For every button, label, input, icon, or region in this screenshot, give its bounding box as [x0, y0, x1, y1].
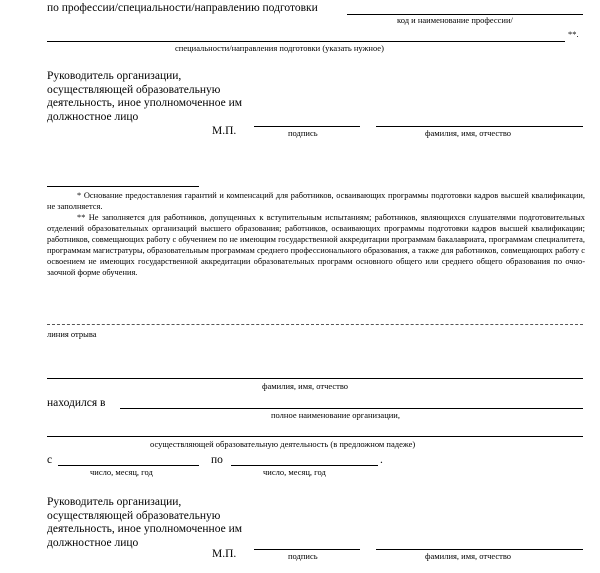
- signature-caption-2: подпись: [288, 551, 318, 561]
- profession-caption: код и наименование профессии/: [397, 15, 513, 25]
- date-from-field[interactable]: [58, 465, 199, 466]
- period-end-mark: .: [380, 454, 383, 466]
- date-to-label: по: [211, 454, 223, 466]
- footnote-double-star: ** Не заполняется для работников, допущенных к вступительным испытаниям; работников, являющихся слушателями подготовительных отделений образовательных организаций высшего образования; работников, осваивающих программы подготовки кадров высшей квалификации; работников, совмещающих работу с обучением по не имеющим государственной аккредитации программам бакалавриата, программам специалитета, программам магистратуры, образовательным программам среднего профессионального образования, а также для работников, совмещающих работу с освоением не имеющих государственной аккредитации образовательных программ основного общего или среднего общего образования по очно-заочной форме обучения.: [47, 213, 585, 277]
- profession-line: по профессии/специальности/направлению подготовки: [47, 2, 318, 14]
- signature-field-2[interactable]: [254, 549, 360, 550]
- fullname-caption: фамилия, имя, отчество: [262, 381, 349, 391]
- org-head-text-2: Руководитель организации, осуществляющей образовательную деятельность, иное уполномоченное им должностное лицо: [47, 496, 243, 549]
- name-caption-2: фамилия, имя, отчество: [425, 551, 512, 561]
- name-field-2[interactable]: [376, 549, 583, 550]
- date-from-caption: число, месяц, год: [90, 467, 153, 477]
- date-to-field[interactable]: [231, 465, 378, 466]
- tear-line-label: линия отрыва: [47, 329, 97, 339]
- org-head-text: Руководитель организации, осуществляющей образовательную деятельность, иное уполномоченное им должностное лицо: [47, 70, 243, 123]
- organization-field-continued[interactable]: [47, 436, 583, 437]
- specialty-caption: специальности/направления подготовки (указать нужное): [175, 43, 384, 53]
- date-to-caption: число, месяц, год: [263, 467, 326, 477]
- signature-field[interactable]: [254, 126, 360, 127]
- org-activity-caption: осуществляющей образовательную деятельность (в предложном падеже): [150, 439, 416, 449]
- date-from-label: с: [47, 454, 53, 466]
- footnote-separator: [47, 186, 199, 187]
- specialty-field[interactable]: [47, 41, 565, 42]
- signature-caption: подпись: [288, 128, 318, 138]
- org-name-caption: полное наименование организации,: [271, 410, 400, 420]
- footnote-star: * Основание предоставления гарантий и компенсаций для работников, осваивающих программы подготовки кадров высшей квалификации, не заполняется.: [47, 191, 585, 211]
- name-field[interactable]: [376, 126, 583, 127]
- stamp-label: М.П.: [212, 125, 237, 137]
- stamp-label-2: М.П.: [212, 548, 237, 560]
- tear-line: [47, 324, 583, 325]
- organization-field[interactable]: [120, 408, 583, 409]
- located-label: находился в: [47, 397, 106, 409]
- double-star-mark: **.: [568, 29, 579, 39]
- name-caption: фамилия, имя, отчество: [425, 128, 512, 138]
- fullname-field[interactable]: [47, 378, 583, 379]
